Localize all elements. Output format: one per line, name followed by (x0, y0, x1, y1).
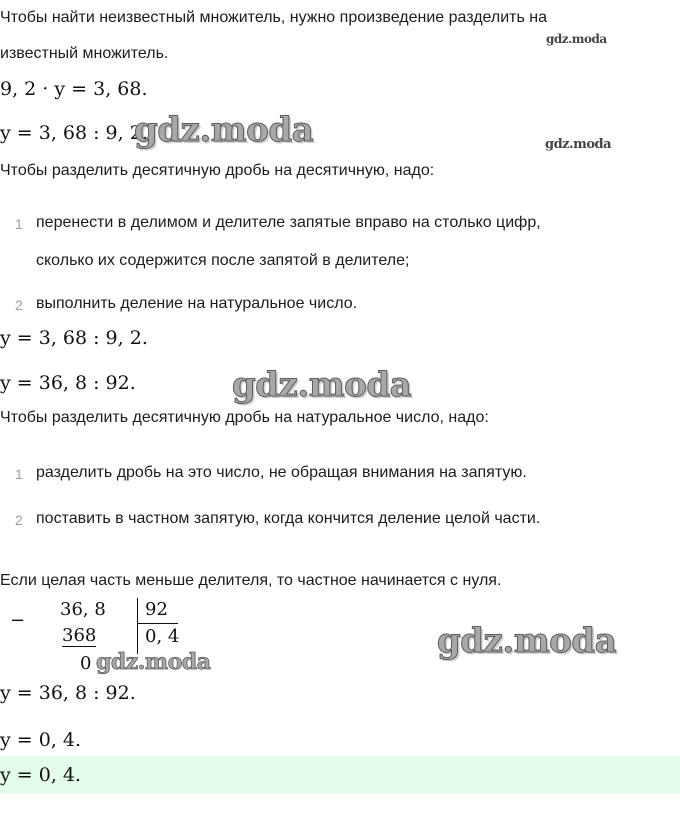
list-item-text: перенести в делимом и делителе запятые вправо на столько цифр, (36, 214, 541, 231)
division-divisor-line (138, 623, 178, 624)
list-item-text-continued: сколько их содержится после запятой в делителе; (36, 252, 410, 269)
rule-text-line-1: Чтобы найти неизвестный множитель, нужно произведение разделить на (0, 9, 548, 26)
division-subtrahend: 368 (62, 625, 97, 646)
rule-text-decimal-division: Чтобы разделить десятичную дробь на десятичную, надо: (0, 162, 435, 179)
division-minus-sign: − (10, 610, 26, 631)
division-dividend: 36, 8 (60, 599, 106, 620)
list-item-text: разделить дробь на это число, не обращая внимания на запятую. (36, 464, 527, 481)
list-item-number: 1 (15, 466, 23, 482)
rule-text-natural-division: Чтобы разделить десятичную дробь на натуральное число, надо: (0, 409, 489, 426)
answer: y = 0, 4. (0, 764, 82, 786)
rule-text-leading-zero: Если целая часть меньше делителя, то частное начинается с нуля. (0, 572, 502, 589)
list-item-text: поставить в частном запятую, когда кончится деление целой части. (36, 510, 541, 527)
watermark-large: gdz.moda (437, 621, 617, 661)
division-vertical-bar (137, 598, 138, 654)
watermark-small: gdz.moda (546, 32, 607, 46)
watermark-large: gdz.moda (134, 110, 314, 150)
equation-6: y = 0, 4. (0, 729, 82, 751)
equation-3: y = 3, 68 : 9, 2. (0, 327, 148, 349)
equation-1: 9, 2 · y = 3, 68. (0, 78, 148, 100)
watermark-small: gdz.moda (545, 137, 612, 152)
rule-text-line-2: известный множитель. (0, 45, 169, 62)
division-remainder: 0 (80, 653, 92, 674)
list-item-number: 1 (15, 216, 23, 232)
equation-4: y = 36, 8 : 92. (0, 372, 136, 394)
equation-5: y = 36, 8 : 92. (0, 682, 136, 704)
list-item-number: 2 (15, 512, 23, 528)
list-item-number: 2 (15, 297, 23, 313)
watermark-large: gdz.moda (232, 365, 412, 405)
answer-highlight (0, 756, 680, 794)
watermark-medium: gdz.moda (96, 649, 211, 675)
list-item-text: выполнить деление на натуральное число. (36, 295, 358, 312)
division-quotient: 0, 4 (145, 626, 180, 647)
division-divisor: 92 (145, 599, 168, 620)
equation-2: y = 3, 68 : 9, 2. (0, 122, 148, 144)
